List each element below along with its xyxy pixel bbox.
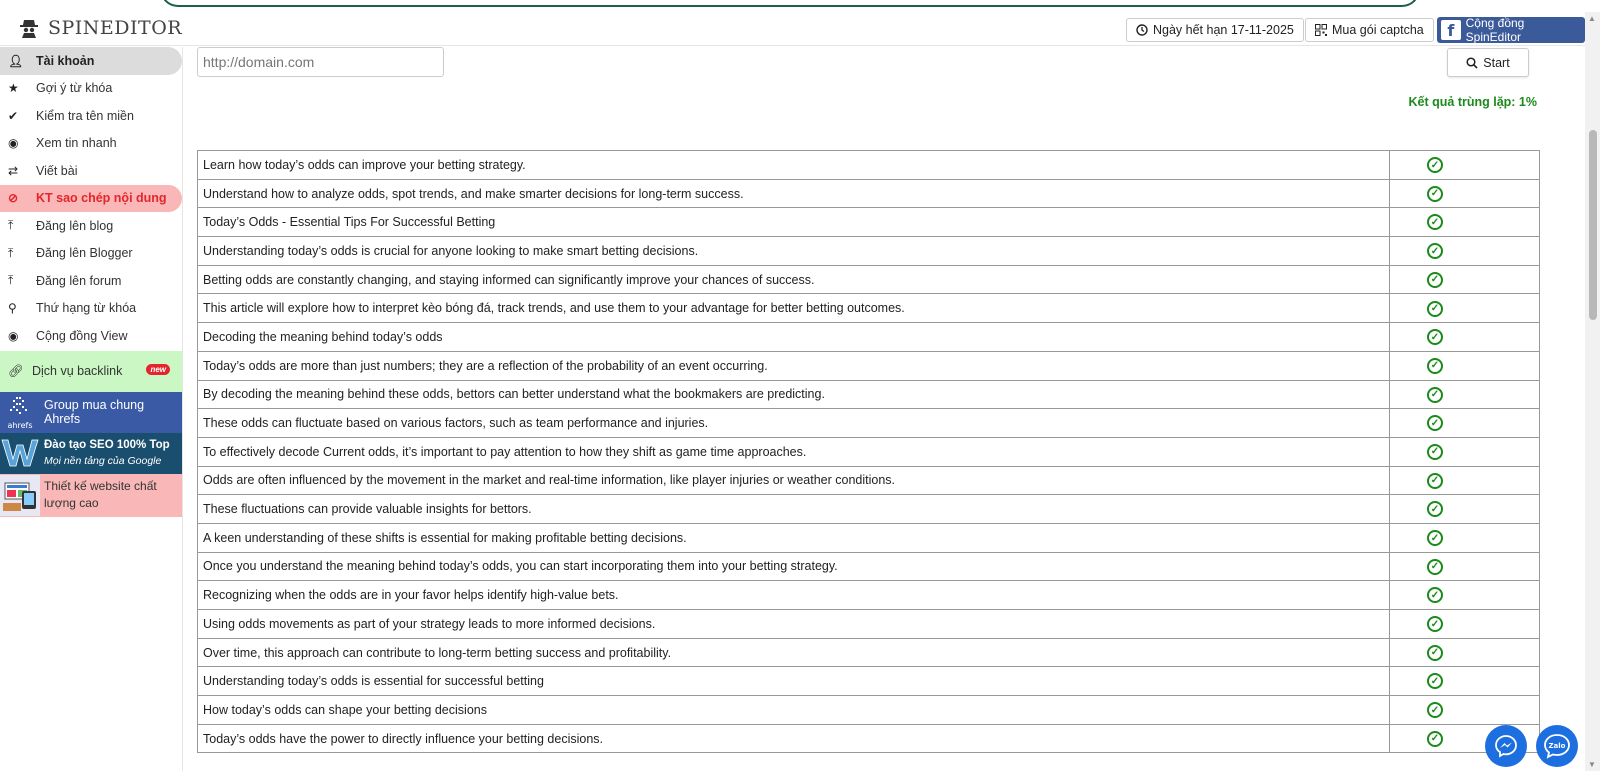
zalo-icon [1543, 733, 1571, 759]
check-circle-icon: ✓ [1427, 702, 1443, 718]
star-icon: ★ [8, 81, 19, 96]
table-row [198, 581, 1540, 610]
seo-banner-subtitle: Mọi nền tảng của Google [44, 455, 162, 467]
sentence-cell: These odds can fluctuate based on various factors, such as team performance and injuries. [198, 409, 1390, 438]
check-circle-icon: ✓ [1427, 501, 1443, 517]
facebook-community-button[interactable] [1437, 17, 1585, 43]
status-cell [1390, 265, 1540, 294]
sentence-cell: Once you understand the meaning behind today’s odds, you can start incorporating them into your betting strategy. [198, 552, 1390, 581]
status-cell [1390, 151, 1540, 180]
table-row [198, 466, 1540, 495]
sidebar-item-label: Xem tin nhanh [36, 136, 117, 151]
ban-icon: ⊘ [8, 191, 19, 206]
sidebar-item-9[interactable] [0, 295, 182, 323]
sidebar [0, 47, 183, 771]
status-cell [1390, 552, 1540, 581]
sentence-cell: Learn how today’s odds can improve your betting strategy. [198, 151, 1390, 180]
sentence-cell: Using odds movements as part of your strategy leads to more informed decisions. [198, 610, 1390, 639]
start-label: Start [1483, 55, 1510, 70]
captcha-label: Mua gói captcha [1332, 23, 1424, 37]
scrollbar[interactable] [1585, 12, 1600, 771]
status-cell [1390, 466, 1540, 495]
sentence-cell: Understanding today’s odds is essential for successful betting [198, 667, 1390, 696]
status-cell [1390, 294, 1540, 323]
sidebar-item-label: Đăng lên Blogger [36, 246, 133, 261]
check-circle-icon: ✓ [1427, 673, 1443, 689]
status-cell [1390, 437, 1540, 466]
seo-banner-title: Đào tạo SEO 100% Top [44, 439, 170, 451]
sentence-cell: Today’s odds are more than just numbers; they are a reflection of the probability of an event occurring. [198, 351, 1390, 380]
expiry-label: Ngày hết hạn 17-11-2025 [1153, 23, 1294, 37]
start-button[interactable] [1447, 48, 1529, 77]
scroll-thumb[interactable] [1589, 130, 1597, 320]
check-icon: ✔ [8, 108, 19, 123]
table-row [198, 294, 1540, 323]
sidebar-item-1[interactable] [0, 75, 182, 103]
status-cell [1390, 610, 1540, 639]
sentence-cell: To effectively decode Current odds, it’s important to pay attention to how they shift as game time approaches. [198, 437, 1390, 466]
sentence-table [197, 150, 1540, 753]
sentence-cell: How today’s odds can shape your betting decisions [198, 696, 1390, 725]
sidebar-item-label: Viết bài [36, 163, 78, 178]
sentence-cell: Odds are often influenced by the movement in the market and real-time information, like player injuries or weather conditions. [198, 466, 1390, 495]
sidebar-item-label: Cộng đồng View [36, 328, 128, 343]
check-circle-icon: ✓ [1427, 272, 1443, 288]
sentence-cell: Today’s Odds - Essential Tips For Successful Betting [198, 208, 1390, 237]
sidebar-item-0[interactable] [0, 47, 182, 75]
sidebar-item-8[interactable] [0, 267, 182, 295]
search-icon [1466, 57, 1478, 69]
zalo-button[interactable] [1536, 725, 1578, 767]
check-circle-icon: ✓ [1427, 587, 1443, 603]
upload-icon: ⤒ [8, 273, 14, 288]
sentence-cell: A keen understanding of these shifts is essential for making profitable betting decisions. [198, 523, 1390, 552]
sentence-cell: These fluctuations can provide valuable insights for bettors. [198, 495, 1390, 524]
check-circle-icon: ✓ [1427, 473, 1443, 489]
logo[interactable] [18, 17, 182, 39]
check-circle-icon: ✓ [1427, 444, 1443, 460]
search-icon: ⚲ [8, 301, 17, 316]
backlink-label: Dịch vụ backlink [32, 364, 123, 378]
check-circle-icon: ✓ [1427, 301, 1443, 317]
sidebar-item-7[interactable] [0, 240, 182, 268]
website-design-icon [0, 475, 40, 516]
check-circle-icon: ✓ [1427, 559, 1443, 575]
url-input[interactable] [197, 47, 444, 77]
scroll-up-icon[interactable]: ▲ [1588, 14, 1596, 23]
check-circle-icon: ✓ [1427, 243, 1443, 259]
status-cell [1390, 179, 1540, 208]
sentence-cell: Understand how to analyze odds, spot trends, and make smarter decisions for long-term success. [198, 179, 1390, 208]
sidebar-item-label: Thứ hạng từ khóa [36, 301, 137, 316]
expiry-button[interactable] [1126, 18, 1304, 42]
status-cell [1390, 696, 1540, 725]
table-row [198, 552, 1540, 581]
sidebar-item-label: Đăng lên blog [36, 218, 114, 233]
check-circle-icon: ✓ [1427, 186, 1443, 202]
link-icon: 🔗︎ [8, 363, 24, 378]
table-row [198, 237, 1540, 266]
facebook-icon: f [1441, 20, 1461, 40]
w-logo-icon [0, 433, 40, 474]
status-cell [1390, 523, 1540, 552]
sentence-cell: Understanding today’s odds is crucial for anyone looking to make smart betting decisions. [198, 237, 1390, 266]
table-row [198, 667, 1540, 696]
status-cell [1390, 409, 1540, 438]
table-row [198, 437, 1540, 466]
messenger-icon [1494, 734, 1518, 758]
svg-text:Zalo: Zalo [1548, 742, 1566, 750]
ahrefs-banner-label: Group mua chung Ahrefs [44, 398, 145, 426]
captcha-button[interactable] [1305, 18, 1434, 42]
sentence-cell: Betting odds are constantly changing, and staying informed can significantly improve your chances of success. [198, 265, 1390, 294]
web-banner-label: Thiết kế website chất lượng cao [44, 479, 157, 510]
sentence-cell: Over time, this approach can contribute to long-term betting success and profitability. [198, 638, 1390, 667]
sidebar-item-10[interactable] [0, 322, 182, 350]
sentence-cell: This article will explore how to interpret kèo bóng đá, track trends, and use them to your advantage for better betting outcomes. [198, 294, 1390, 323]
table-row [198, 638, 1540, 667]
sidebar-item-label: Đăng lên forum [36, 273, 122, 288]
logo-text: SPINEDITOR [48, 17, 183, 39]
sidebar-item-2[interactable] [0, 102, 182, 130]
table-row [198, 610, 1540, 639]
check-circle-icon: ✓ [1427, 387, 1443, 403]
eye-icon: ◉ [8, 328, 19, 343]
seo-banner[interactable] [0, 433, 182, 474]
top-strip [0, 0, 1600, 12]
duplicate-result: Kết quả trùng lặp: 1% [1408, 95, 1537, 109]
table-row [198, 523, 1540, 552]
check-circle-icon: ✓ [1427, 157, 1443, 173]
sentence-cell: By decoding the meaning behind these odds, bettors can better understand what the bookmakers are predicting. [198, 380, 1390, 409]
scroll-down-icon[interactable]: ▼ [1588, 760, 1596, 769]
spy-logo-icon [18, 17, 40, 39]
upload-icon: ⤒ [8, 245, 14, 260]
sidebar-item-5[interactable] [0, 185, 182, 213]
status-cell [1390, 638, 1540, 667]
status-cell [1390, 237, 1540, 266]
status-cell [1390, 667, 1540, 696]
check-circle-icon: ✓ [1427, 415, 1443, 431]
status-cell [1390, 581, 1540, 610]
status-cell [1390, 208, 1540, 237]
clock-icon [1136, 24, 1148, 36]
qrcode-icon [1315, 24, 1327, 36]
sentence-cell: Today’s odds have the power to directly influence your betting decisions. [198, 724, 1390, 753]
sidebar-item-backlink[interactable] [0, 351, 182, 392]
status-cell [1390, 351, 1540, 380]
table-row [198, 696, 1540, 725]
check-circle-icon: ✓ [1427, 329, 1443, 345]
table-row [198, 151, 1540, 180]
table-row [198, 380, 1540, 409]
sidebar-item-4[interactable] [0, 157, 182, 185]
sidebar-menu [0, 47, 182, 350]
check-circle-icon: ✓ [1427, 530, 1443, 546]
status-cell [1390, 323, 1540, 352]
shuffle-icon: ⇄ [8, 163, 19, 178]
messenger-button[interactable] [1485, 725, 1527, 767]
table-row [198, 323, 1540, 352]
community-label: Cộng đồng SpinEditor [1465, 16, 1525, 44]
sidebar-item-label: Tài khoản [36, 53, 95, 68]
table-row [198, 179, 1540, 208]
header [0, 12, 1600, 46]
upload-icon: ⤒ [8, 218, 14, 233]
user-icon: 👤︎ [8, 53, 24, 68]
top-banner-edge [160, 0, 1420, 7]
sentence-cell: Recognizing when the odds are in your favor helps identify high-value bets. [198, 581, 1390, 610]
check-circle-icon: ✓ [1427, 358, 1443, 374]
table-row [198, 208, 1540, 237]
sidebar-item-label: KT sao chép nội dung [36, 191, 167, 206]
check-circle-icon: ✓ [1427, 214, 1443, 230]
table-row [198, 351, 1540, 380]
ahrefs-logo-icon [0, 392, 40, 433]
svg-text:ahrefs: ahrefs [7, 421, 33, 430]
web-design-banner[interactable] [0, 474, 182, 517]
table-row [198, 724, 1540, 753]
status-cell [1390, 380, 1540, 409]
check-circle-icon: ✓ [1427, 731, 1443, 747]
sidebar-item-label: Gợi ý từ khóa [36, 81, 113, 96]
status-cell [1390, 495, 1540, 524]
sidebar-item-6[interactable] [0, 212, 182, 240]
sentence-cell: Decoding the meaning behind today’s odds [198, 323, 1390, 352]
sidebar-item-3[interactable] [0, 130, 182, 158]
ahrefs-banner[interactable] [0, 392, 182, 433]
table-row [198, 495, 1540, 524]
eye-icon: ◉ [8, 136, 19, 151]
sidebar-item-label: Kiểm tra tên miền [36, 108, 134, 123]
check-circle-icon: ✓ [1427, 616, 1443, 632]
table-row [198, 409, 1540, 438]
check-circle-icon: ✓ [1427, 645, 1443, 661]
table-row [198, 265, 1540, 294]
new-badge: new [146, 364, 170, 375]
